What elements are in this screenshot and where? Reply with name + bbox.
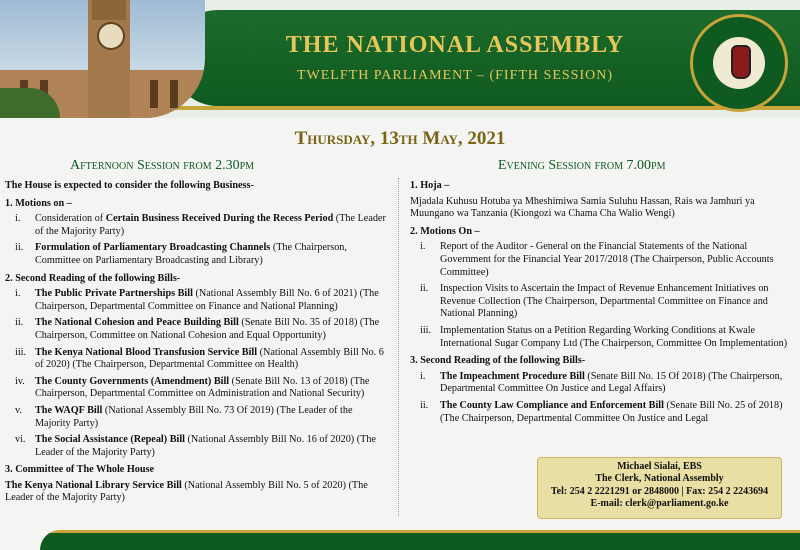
bills-heading: 2. Second Reading of the following Bills- bbox=[5, 272, 181, 284]
item-text: Report of the Auditor - General on the Financial Statements of the National Government for the Financial Year 2017/2018 (The Chairperson, Public Accounts Committee) bbox=[440, 241, 774, 278]
business-intro: The House is expected to consider the following Business- bbox=[5, 180, 254, 191]
item-text: (Senate Bill No. 13 of 2018) (The Chairperson, Departmental Committee on Administration and National Security) bbox=[35, 375, 370, 400]
item-number: iii. bbox=[420, 324, 432, 336]
clock-tower-top bbox=[92, 0, 126, 20]
item-text: (National Assembly Bill No. 73 Of 2019) (The Leader of the Majority Party) bbox=[35, 404, 353, 429]
item-title: Formulation of Parliamentary Broadcasting Channels bbox=[35, 242, 271, 254]
list-item bbox=[5, 242, 390, 267]
list-item bbox=[410, 371, 788, 396]
item-text: (National Assembly Bill No. 5 of 2020) (The Leader of the Majority Party) bbox=[5, 479, 368, 504]
committee-heading: 3. Committee of The Whole House bbox=[5, 464, 155, 476]
column-divider bbox=[398, 178, 399, 516]
coat-of-arms-icon bbox=[713, 37, 765, 89]
clerk-contact-box bbox=[537, 457, 782, 519]
building-window bbox=[150, 80, 158, 108]
item-number: v. bbox=[15, 404, 22, 416]
item-title: The County Governments (Amendment) Bill bbox=[35, 375, 230, 387]
item-number: iii. bbox=[15, 346, 27, 358]
item-number: iv. bbox=[15, 375, 25, 387]
committee-item bbox=[5, 480, 390, 505]
item-number: i. bbox=[15, 213, 21, 225]
building-window bbox=[170, 80, 178, 108]
list-item bbox=[410, 325, 788, 350]
page-subtitle: TWELFTH PARLIAMENT – (FIFTH SESSION) bbox=[296, 68, 613, 83]
item-text: (Senate Bill No. 15 Of 2018) (The Chairperson, Departmental Committee On Justice and Legal Affairs) bbox=[440, 370, 783, 395]
clerk-email: E-mail: clerk@parliament.go.ke bbox=[590, 498, 729, 510]
item-title: Certain Business Received During the Recess Period bbox=[105, 213, 334, 225]
shield-icon bbox=[731, 45, 751, 79]
list-item bbox=[410, 400, 788, 425]
item-number: ii. bbox=[15, 242, 24, 254]
list-item bbox=[5, 213, 390, 238]
item-title: The Impeachment Procedure Bill bbox=[440, 370, 585, 382]
clerk-role: The Clerk, National Assembly bbox=[595, 473, 724, 485]
bills-heading: 3. Second Reading of the following Bills- bbox=[410, 355, 586, 367]
item-text: (National Assembly Bill No. 6 of 2021) (The Chairperson, Departmental Committee on Finance and National Planning) bbox=[35, 288, 379, 312]
motions-heading: 1. Motions on – bbox=[5, 197, 72, 209]
list-item bbox=[410, 241, 788, 279]
list-item bbox=[5, 405, 390, 430]
item-number: i. bbox=[420, 370, 426, 382]
item-title: The County Law Compliance and Enforcement Bill bbox=[440, 399, 664, 411]
parliament-building-photo bbox=[0, 0, 205, 118]
order-paper-date: Thursday, 13th May, 2021 bbox=[294, 128, 506, 149]
evening-column bbox=[410, 180, 788, 429]
item-number: ii. bbox=[420, 283, 429, 295]
item-text: (The Leader of the Majority Party) bbox=[35, 213, 386, 237]
list-item bbox=[5, 317, 390, 342]
clock-icon bbox=[97, 22, 125, 50]
item-text: (Senate Bill No. 35 of 2018) (The Chairperson, Committee on National Cohesion and Equal Opportunity) bbox=[35, 317, 380, 341]
hoja-text: Mjadala Kuhusu Hotuba ya Mheshimiwa Samia Suluhu Hassan, Rais wa Jamhuri ya Muungano wa Tanzania (Kiongozi wa Chama Cha Walio Wengi) bbox=[410, 195, 755, 220]
list-item bbox=[5, 434, 390, 459]
item-text: (The Chairperson, Committee on Parliamentary Broadcasting and Library) bbox=[35, 242, 347, 266]
item-title: The WAQF Bill bbox=[35, 404, 103, 416]
item-title: The Public Private Partnerships Bill bbox=[35, 288, 193, 300]
hoja-heading: 1. Hoja – bbox=[410, 180, 450, 191]
item-title: The Kenya National Library Service Bill bbox=[5, 479, 182, 491]
clerk-name: Michael Sialai, EBS bbox=[617, 461, 702, 472]
item-text: (National Assembly Bill No. 16 of 2020) (The Leader of the Majority Party) bbox=[35, 434, 376, 458]
item-text: Consideration of bbox=[35, 213, 106, 225]
list-item bbox=[410, 283, 788, 321]
national-assembly-seal bbox=[690, 14, 788, 112]
item-number: ii. bbox=[420, 399, 429, 411]
item-number: i. bbox=[15, 288, 21, 300]
item-number: ii. bbox=[15, 317, 24, 329]
list-item bbox=[5, 288, 390, 313]
evening-session-heading: Evening Session from 7.00pm bbox=[498, 158, 666, 173]
afternoon-column bbox=[5, 180, 390, 505]
item-text: Inspection Visits to Ascertain the Impact of Revenue Enhancement Initiatives on Revenue Collection (The Chairperson, Departmental Committee on Finance and National Planning) bbox=[440, 283, 769, 320]
clerk-phone: Tel: 254 2 2221291 or 2848000 | Fax: 254 2 2243694 bbox=[550, 485, 769, 497]
item-text: Implementation Status on a Petition Regarding Working Conditions at Kwale International Sugar Company Ltd (The Chairperson, Committee On Implementation) bbox=[440, 324, 788, 349]
item-number: i. bbox=[420, 241, 426, 253]
header-gold-line bbox=[160, 106, 800, 110]
item-title: The Social Assistance (Repeal) Bill bbox=[35, 434, 185, 446]
list-item bbox=[5, 376, 390, 401]
item-title: The Kenya National Blood Transfusion Service Bill bbox=[35, 346, 258, 358]
item-text: (National Assembly Bill No. 6 of 2020) (The Chairperson, Departmental Committee on Health) bbox=[35, 346, 384, 371]
list-item bbox=[5, 347, 390, 372]
item-number: vi. bbox=[15, 434, 26, 446]
item-title: The National Cohesion and Peace Building Bill bbox=[35, 317, 239, 329]
page-title: THE NATIONAL ASSEMBLY bbox=[285, 32, 625, 58]
item-text: (Senate Bill No. 25 of 2018) (The Chairperson, Departmental Committee On Justice and Legal bbox=[440, 399, 783, 424]
motions-heading: 2. Motions On – bbox=[410, 225, 480, 237]
afternoon-session-heading: Afternoon Session from 2.30pm bbox=[70, 158, 255, 173]
footer-band bbox=[40, 530, 800, 550]
